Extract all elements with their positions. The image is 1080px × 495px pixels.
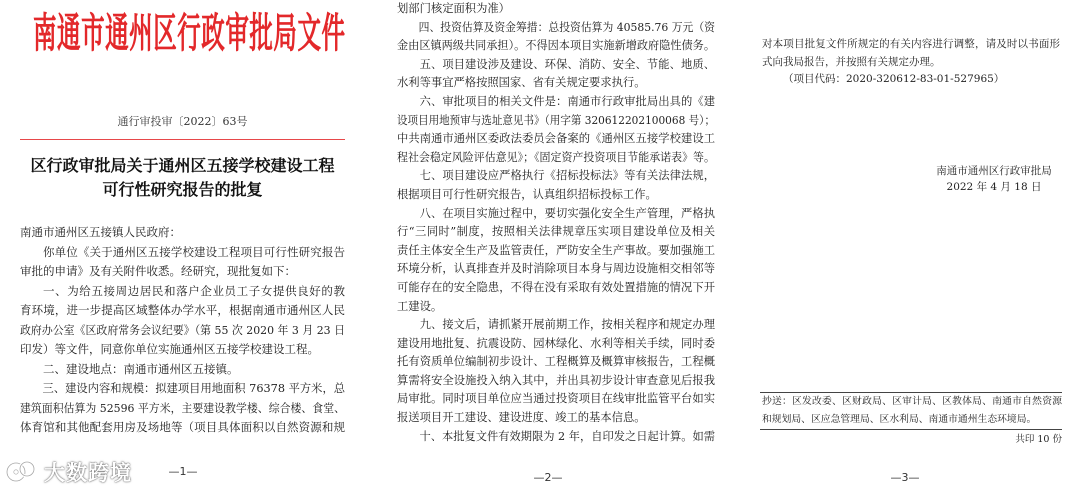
watermark [4, 455, 132, 489]
document-number: 通行审投审〔2022〕63号 [117, 115, 248, 128]
document-page-3 [740, 0, 1080, 495]
document-title [20, 154, 345, 202]
text-line: 算需将安全设施投入纳入其中，并出具初步设计审查意见后报我 [397, 373, 716, 387]
text-line: 报送项目开工建设、建设进度、竣工的基本信息。 [397, 411, 646, 425]
text-line: 行“三同时”制度，按照相关法律规章压实项目建设单位及相关 [397, 225, 716, 239]
issue-date: 2022 年 4 月 18 日 [946, 181, 1042, 193]
text-line: 建筑面积估算为 52596 平方米，主要建设教学楼、综合楼、食堂、 [20, 400, 346, 415]
text-line: 体育馆和其他配套用房及场地等（项目具体面积以自然资源和规 [20, 420, 346, 434]
text-line: 十、本批复文件有效期限为 2 年，自印发之日起计算。如需 [419, 429, 715, 443]
text-line: 根据项目可行性研究报告，认真组织招标投标工作。 [397, 187, 657, 201]
text-line: 金由区镇两级共同承担）。不得因本项目实施新增政府隐性债务。 [397, 39, 716, 53]
issuing-organization: 南通市通州区行政审批局 [936, 165, 1052, 177]
text-line: 对本项目批复文件所规定的有关内容进行调整，请及时以书面形 [762, 38, 1061, 50]
title-line: 可行性研究报告的批复 [102, 180, 263, 199]
page-number: —1— [168, 465, 198, 478]
page-number: —2— [533, 471, 563, 484]
text-line: 建设用地批复、抗震设防、园林绿化、水利等相关手续，同时委 [397, 336, 716, 350]
text-line: 九、接文后，请抓紧开展前期工作，按相关程序和规定办理 [419, 318, 716, 332]
copies-count: 共印 10 份 [1015, 434, 1062, 445]
cc-box [760, 392, 1062, 430]
title-line: 区行政审批局关于通州区五接学校建设工程 [30, 156, 335, 175]
addressee-line: 南通市通州区五接镇人民政府： [20, 225, 181, 239]
text-line: 四、投资估算及资金筹措：总投资估算为 40585.76 万元（资 [418, 20, 715, 34]
text-line: 三、建设内容和规模：拟建项目用地面积 76378 平方米，总 [42, 381, 346, 395]
text-line: 可能存在的安全隐患，不得在没有采取有效处置措施的情况下开 [397, 280, 716, 294]
text-line: 式向我局报告，并按照有关规定办理。 [762, 55, 941, 68]
document-page-2 [380, 0, 730, 495]
text-line: 五、项目建设涉及建设、环保、消防、安全、节能、地质、 [419, 57, 716, 71]
text-line: 托有资质单位编制初步设计、工程概算及概算审核报告，工程概 [397, 355, 716, 369]
document-body [20, 223, 345, 438]
text-line: 中共南通市通州区委政法委员会备案的《通州区五接学校建设工 [397, 132, 716, 146]
text-line: 责任主体安全生产及监管责任，严防安全生产事故。要加强施工 [397, 243, 716, 257]
text-line: 水利等事宜严格按照国家、省有关规定要求执行。 [397, 76, 646, 90]
text-line: 二、建设地点：南通市通州区五接镇。 [43, 361, 239, 376]
document-body [762, 36, 1060, 89]
brand-logo-icon [4, 457, 38, 487]
cc-line: 和规划局、区应急管理局、区水利局、南通市通州生态环境局。 [762, 414, 1037, 425]
document-header: 南通市通州区行政审批局文件 [33, 8, 346, 58]
text-line: 环境分析，认真排查并及时消除项目本身与周边设施相交相邻等 [397, 262, 716, 276]
text-line: 一、为给五接周边居民和落户企业员工子女提供良好的教 [43, 283, 346, 298]
header-red-rule [20, 139, 345, 140]
project-code-line: （项目代码：2020-320612-83-01-527965） [783, 73, 1005, 85]
cc-line: 抄送：区发改委、区财政局、区审计局、区教体局、南通市自然资源 [762, 396, 1063, 407]
document-body [397, 0, 715, 446]
text-line: 政府办公室《区政府常务会议纪要》（第 55 次 2020 年 3 月 23 日 [20, 322, 345, 337]
text-line: 六、审批项目的相关文件是：南通市行政审批局出具的《建 [419, 94, 716, 108]
text-line: 七、项目建设应严格执行《招标投标法》等有关法律法规， [419, 169, 716, 183]
text-line: 你单位《关于通州区五接学校建设工程项目可行性研究报告 [43, 244, 346, 259]
text-line: 印发）等文件，同意你单位实施通州区五接学校建设工程。 [20, 342, 319, 356]
text-line: 育环境，进一步提高区域整体办学水平，根据南通市通州区人民 [20, 303, 346, 317]
text-line: 程社会稳定风险评估意见》；《固定资产投资项目节能承诺表》等。 [397, 150, 715, 164]
document-page-1 [0, 0, 365, 495]
text-line: 八、在项目实施过程中，要切实强化安全生产管理，严格执 [419, 206, 716, 220]
page-number: —3— [890, 471, 920, 484]
text-line: 设项目用地预审与选址意见书》（用字第 320612202100068 号）； [397, 113, 715, 127]
text-line: 审批的申请》及有关附件收悉。经研究，现批复如下： [20, 264, 296, 278]
text-line: 工建设。 [397, 299, 443, 313]
text-line: 局审批。同时项目单位应当通过投资项目在线审批监管平台如实 [397, 392, 716, 406]
watermark-text: 大数跨境 [44, 461, 132, 485]
signature-block [930, 163, 1058, 195]
text-line: 划部门核定面积为准） [397, 2, 510, 15]
